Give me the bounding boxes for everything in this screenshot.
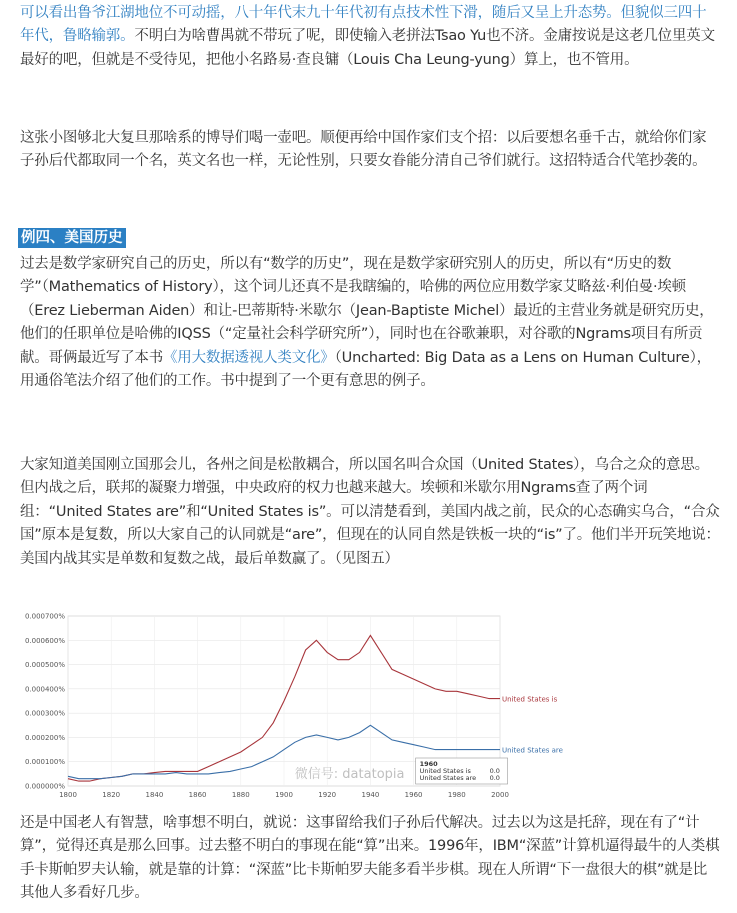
y-tick-label: 0.000100% (24, 758, 65, 767)
paragraph-mathematics-of-history (20, 253, 720, 393)
tooltip-year: 1960 (419, 760, 438, 768)
y-tick-label: 0.000000% (24, 782, 65, 791)
x-tick-label: 1840 (145, 791, 164, 799)
y-tick-label: 0.000400% (24, 685, 65, 694)
y-tick-label: 0.000600% (24, 636, 65, 645)
y-tick-label: 0.000300% (24, 709, 65, 718)
tooltip-value: 0.0 (489, 774, 500, 782)
wechat-watermark: 微信号: datatopia (294, 767, 405, 782)
tooltip-value: 0.0 (489, 767, 500, 775)
paragraph-computation (20, 812, 720, 906)
paragraph-text: 过去是数学家研究自己的历史，所以有“数学的历史”，现在是数学家研究别人的历史，所以有“历史的数学”（Mathematics of History），这个词儿还真不是我瞎编的，哈佛的两位应用数学家艾略兹·利伯曼·埃顿（Erez Lieberman Aiden）和让-巴蒂斯特·米歇尔（Jean-Baptiste Michel）最近的主营业务就是研究历史，他们的任职单位是哈佛的IQSS（“定量社会科学研究所”），同时也在谷歌兼职，对谷歌的Ngrams项目有所贡献。哥俩最近写了本书 (20, 256, 714, 366)
y-tick-label: 0.000700% (24, 612, 65, 621)
x-tick-label: 1880 (231, 791, 250, 799)
ngram-chart-svg (22, 598, 563, 804)
x-tick-label: 1860 (188, 791, 207, 799)
x-tick-label: 1900 (275, 791, 293, 799)
x-tick-label: 2000 (491, 791, 509, 799)
paragraph-text: （Uncharted: Big Data as a Lens on Human Culture），用通俗笔法介绍了他们的工作。书中提到了一个更有意思的例子。 (20, 349, 711, 390)
ngram-chart (22, 598, 563, 804)
x-tick-label: 1920 (318, 791, 337, 799)
book-title-link[interactable]: 《用大数据透视人类文化》 (163, 349, 335, 366)
y-tick-label: 0.000200% (24, 733, 65, 742)
paragraph-text: 大家知道美国刚立国那会儿，各州之间是松散耦合，所以国名叫合众国（United States），乌合之众的意思。但内战之后，联邦的凝聚力增强，中央政府的权力也越来越大。埃顿和米歇尔用Ngrams查了两个词组：“United States are”和“United States is”。可以清楚看到，美国内战之前，民众的心态确实乌合，“合众国”原本是复数，所以大家自己的认同就是“are”，但现在的认同自然是铁板一块的“is”了。他们半开玩笑地说：美国内战其实是单数和复数之战，最后单数赢了。（见图五） (20, 457, 720, 567)
x-tick-label: 1980 (447, 791, 466, 799)
x-tick-label: 1940 (361, 791, 380, 799)
x-tick-label: 1800 (59, 791, 77, 799)
x-tick-label: 1820 (102, 791, 121, 799)
paragraph-text: 还是中国老人有智慧，啥事想不明白，就说：这事留给我们子孙后代解决。过去以为这是托辞，现在有了“计算”，觉得还真是那么回事。过去整不明白的事现在能“算”出来。1996年，IBM“深蓝”计算机逼得最牛的人类棋手卡斯帕罗夫认输，就是靠的计算：“深蓝”比卡斯帕罗夫能多看半步棋。现在人所谓“下一盘很大的棋”就是比其他人多看好几步。 (20, 815, 720, 902)
highlight-text: 可以看出鲁爷江湖地位不可动摇，八十年代末九十年代初有点技术性下滑，随后又呈上升态势。但貌似三四十年代，鲁略输郭。 (20, 5, 707, 45)
paragraph-text: 不明白为啥曹禺就不带玩了呢，即使输入老拼法Tsao Yu也不济。金庸按说是这老几位里英文最好的吧，但就是不受待见，把他小名路易·查良镛（Louis Cha Leung-yung）算上，也不管用。 (20, 28, 715, 68)
paragraph-lu-xun-ranking (20, 2, 720, 72)
tooltip-row: United States are (419, 774, 477, 782)
paragraph-advice (20, 127, 720, 174)
tooltip-row: United States is (419, 767, 471, 775)
y-tick-label: 0.000500% (24, 661, 65, 670)
paragraph-text: 这张小图够北大复旦那啥系的博导们喝一壶吧。顺便再给中国作家们支个招：以后要想名垂千古，就给你们家子孙后代都取同一个名，英文名也一样，无论性别，只要女眷能分清自己爷们就行。这招特适合代笔抄袭的。 (20, 130, 707, 170)
x-tick-label: 1960 (404, 791, 423, 799)
paragraph-united-states (20, 454, 720, 571)
series-label: United States is (502, 695, 558, 704)
section-heading: 例四、美国历史 (18, 228, 126, 248)
series-label: United States are (502, 746, 563, 755)
